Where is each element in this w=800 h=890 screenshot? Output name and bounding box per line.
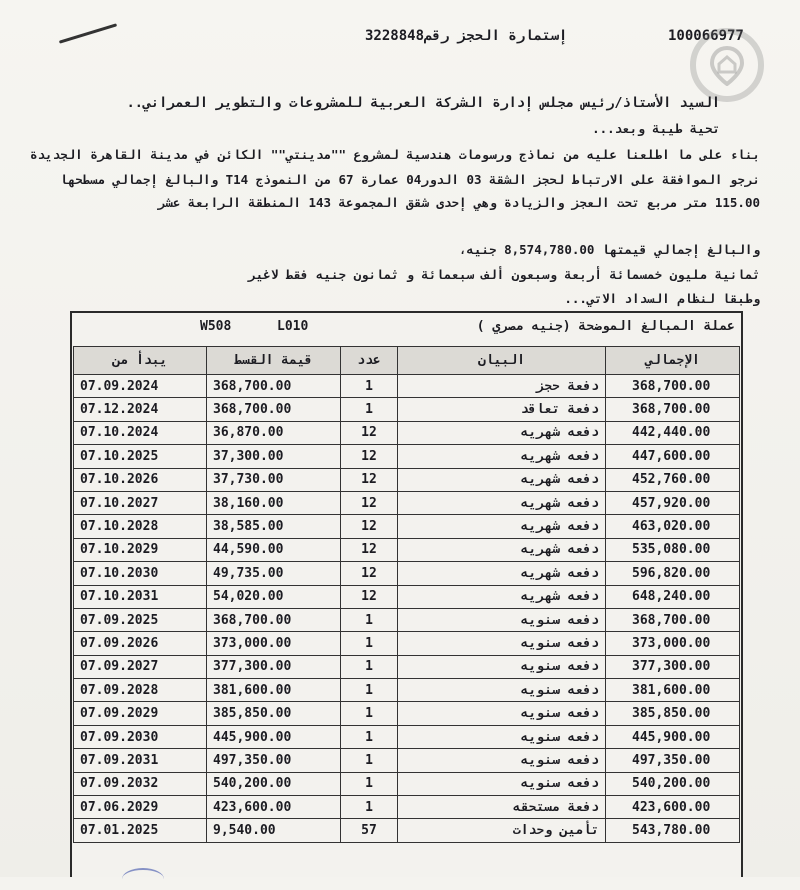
table-row [74,632,740,655]
total-cell: 540,200.00 [606,772,740,795]
description-cell: دفعه سنويه [398,608,606,631]
col-count: عدد [341,347,398,375]
total-cell: 385,850.00 [606,702,740,725]
count-cell: 12 [341,421,398,444]
total-cell: 463,020.00 [606,515,740,538]
count-cell: 12 [341,468,398,491]
start-date-cell: 07.10.2027 [74,491,207,514]
count-cell: 12 [341,445,398,468]
installment-cell: 37,730.00 [207,468,341,491]
table-row [74,679,740,702]
total-cell: 442,440.00 [606,421,740,444]
form-title: إستمارة الحجز رقم3228848 [365,28,568,44]
table-row [74,725,740,748]
start-date-cell: 07.10.2028 [74,515,207,538]
total-cell: 368,700.00 [606,375,740,398]
table-row [74,702,740,725]
start-date-cell: 07.09.2030 [74,725,207,748]
count-cell: 12 [341,515,398,538]
installment-cell: 368,700.00 [207,375,341,398]
letter-body-line-2: نرجو الموافقة على الارتباط لحجز الشقة 03 الدور04 عمارة 67 من النموذج T14 والبالغ إجمالي مسطحها [60,172,760,187]
table-row [74,796,740,819]
count-cell: 12 [341,585,398,608]
start-date-cell: 07.09.2024 [74,375,207,398]
total-cell: 381,600.00 [606,679,740,702]
start-date-cell: 07.10.2025 [74,445,207,468]
description-cell: دفعه شهريه [398,491,606,514]
installment-cell: 9,540.00 [207,819,341,842]
total-cell: 445,900.00 [606,725,740,748]
home-pin-icon [710,46,744,86]
start-date-cell: 07.10.2031 [74,585,207,608]
total-cell: 457,920.00 [606,491,740,514]
count-cell: 1 [341,725,398,748]
start-date-cell: 07.09.2028 [74,679,207,702]
count-cell: 1 [341,749,398,772]
description-cell: دفعة تعاقد [398,398,606,421]
table-row [74,445,740,468]
total-cell: 648,240.00 [606,585,740,608]
installment-cell: 368,700.00 [207,398,341,421]
count-cell: 1 [341,608,398,631]
installment-cell: 49,735.00 [207,562,341,585]
count-cell: 12 [341,491,398,514]
table-row [74,375,740,398]
total-cell: 447,600.00 [606,445,740,468]
count-cell: 12 [341,562,398,585]
installment-cell: 38,585.00 [207,515,341,538]
installment-cell: 377,300.00 [207,655,341,678]
total-value-line: والبالغ إجمالي قيمتها 8,574,780.00 جنيه، [458,242,760,257]
total-cell: 423,600.00 [606,796,740,819]
start-date-cell: 07.10.2024 [74,421,207,444]
pen-stroke [59,23,117,43]
description-cell: دفعه سنويه [398,772,606,795]
description-cell: دفعه سنويه [398,749,606,772]
stamp-edge [122,868,164,890]
installment-cell: 44,590.00 [207,538,341,561]
col-total: الإجمالي [606,347,740,375]
installment-cell: 385,850.00 [207,702,341,725]
table-row [74,562,740,585]
description-cell: دفعه شهريه [398,562,606,585]
start-date-cell: 07.10.2029 [74,538,207,561]
installment-cell: 381,600.00 [207,679,341,702]
installment-cell: 373,000.00 [207,632,341,655]
total-cell: 543,780.00 [606,819,740,842]
count-cell: 1 [341,796,398,819]
table-row [74,421,740,444]
installment-cell: 38,160.00 [207,491,341,514]
count-cell: 1 [341,398,398,421]
payment-schedule-table [73,346,740,843]
col-installment: قيمة القسط [207,347,341,375]
currency-label: عملة المبالغ الموضحة (جنيه مصري ) [476,319,735,334]
start-date-cell: 07.09.2025 [74,608,207,631]
table-row [74,468,740,491]
description-cell: تأمين وحدات [398,819,606,842]
table-row [74,772,740,795]
start-date-cell: 07.09.2031 [74,749,207,772]
installment-cell: 37,300.00 [207,445,341,468]
installment-cell: 445,900.00 [207,725,341,748]
description-cell: دفعة حجز [398,375,606,398]
description-cell: دفعه شهريه [398,585,606,608]
installment-cell: 497,350.00 [207,749,341,772]
total-cell: 377,300.00 [606,655,740,678]
total-cell: 497,350.00 [606,749,740,772]
count-cell: 1 [341,375,398,398]
description-cell: دفعه شهريه [398,468,606,491]
start-date-cell: 07.09.2026 [74,632,207,655]
start-date-cell: 07.10.2026 [74,468,207,491]
count-cell: 1 [341,772,398,795]
installment-cell: 54,020.00 [207,585,341,608]
total-cell: 368,700.00 [606,608,740,631]
letter-greeting: تحية طيبة وبعد... [592,121,720,136]
start-date-cell: 07.06.2029 [74,796,207,819]
installment-cell: 423,600.00 [207,796,341,819]
installment-cell: 36,870.00 [207,421,341,444]
letter-body-line-3: 115.00 متر مربع تحت العجز والزيادة وهي إحدى شقق المجموعة 143 المنطقة الرابعة عشر [157,195,760,210]
description-cell: دفعه سنويه [398,632,606,655]
table-row [74,749,740,772]
description-cell: دفعه سنويه [398,655,606,678]
code-w: W508 [200,319,232,334]
total-cell: 373,000.00 [606,632,740,655]
total-cell: 368,700.00 [606,398,740,421]
code-l: L010 [277,319,309,334]
description-cell: دفعه شهريه [398,515,606,538]
description-cell: دفعه سنويه [398,679,606,702]
table-row [74,491,740,514]
installment-cell: 368,700.00 [207,608,341,631]
start-date-cell: 07.10.2030 [74,562,207,585]
count-cell: 57 [341,819,398,842]
table-header-row [74,347,740,375]
count-cell: 1 [341,655,398,678]
table-row [74,608,740,631]
description-cell: دفعه شهريه [398,445,606,468]
total-value-words: ثمانية مليون خمسمائة أربعة وسبعون ألف سبعمائة و ثمانون جنيه فقط لاغير [248,267,760,282]
table-row [74,515,740,538]
installment-cell: 540,200.00 [207,772,341,795]
description-cell: دفعة مستحقه [398,796,606,819]
start-date-cell: 07.09.2029 [74,702,207,725]
count-cell: 12 [341,538,398,561]
description-cell: دفعه شهريه [398,538,606,561]
total-cell: 452,760.00 [606,468,740,491]
start-date-cell: 07.09.2032 [74,772,207,795]
count-cell: 1 [341,679,398,702]
letter-body-line-1: بناء على ما اطلعنا عليه من نماذج ورسومات هندسية لمشروع ""مدينتي"" الكائن في مدينة القاهرة الجديدة [30,147,760,162]
start-date-cell: 07.12.2024 [74,398,207,421]
table-row [74,655,740,678]
count-cell: 1 [341,632,398,655]
letter-salutation: السيد الأستاذ/رئيس مجلس إدارة الشركة العربية للمشروعات والتطوير العمراني.. [126,95,720,111]
start-date-cell: 07.09.2027 [74,655,207,678]
description-cell: دفعه سنويه [398,702,606,725]
col-start-date: يبدأ من [74,347,207,375]
col-description: البيان [398,347,606,375]
reference-number: 100066977 [668,28,744,44]
count-cell: 1 [341,702,398,725]
table-row [74,819,740,842]
total-cell: 535,080.00 [606,538,740,561]
total-cell: 596,820.00 [606,562,740,585]
description-cell: دفعه سنويه [398,725,606,748]
table-row [74,585,740,608]
watermark-logo [690,28,764,102]
start-date-cell: 07.01.2025 [74,819,207,842]
table-row [74,538,740,561]
table-row [74,398,740,421]
payment-system-intro: وطبقا لنظام السداد الاتي... [564,291,760,306]
description-cell: دفعه شهريه [398,421,606,444]
